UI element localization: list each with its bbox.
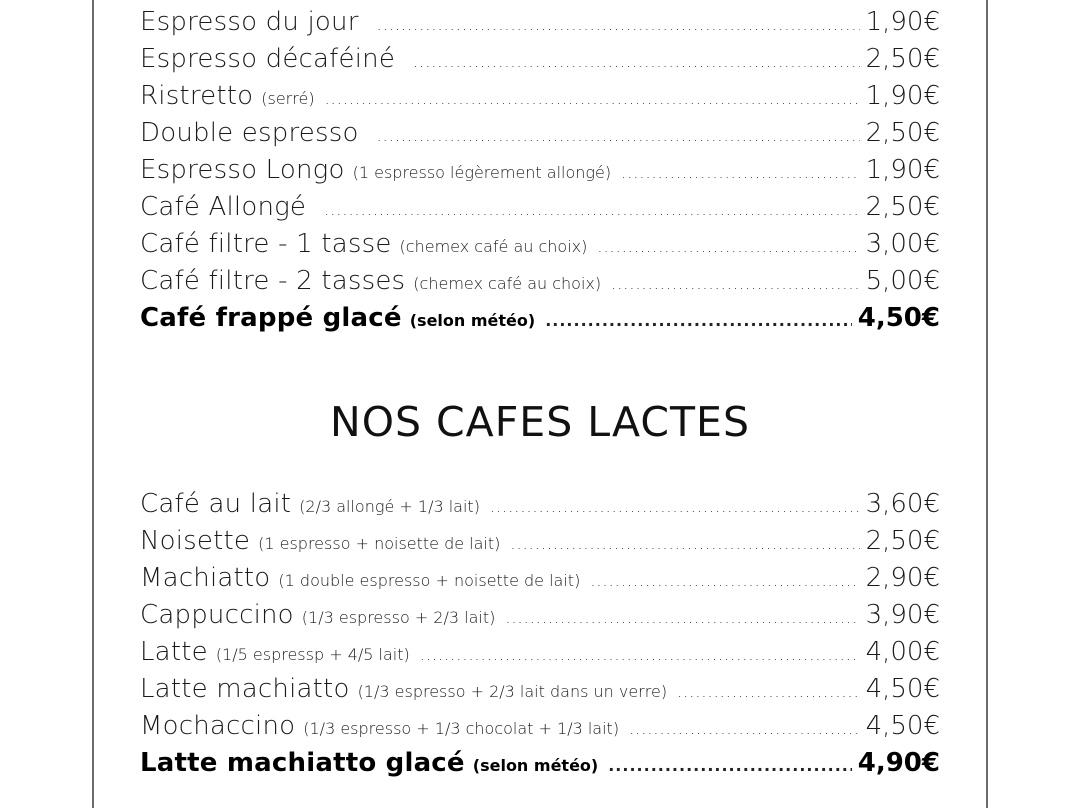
menu-item — [140, 226, 940, 263]
menu-item — [140, 152, 940, 189]
item-price: 4,50€ — [865, 711, 940, 741]
item-note: (1 espresso + noisette de lait) — [258, 534, 501, 553]
menu-item — [140, 189, 940, 226]
item-note: (1/5 espressp + 4/5 lait) — [215, 645, 410, 664]
item-note: (1/3 espresso + 2/3 lait dans un verre) — [357, 682, 668, 701]
item-name: Latte machiatto — [140, 674, 350, 704]
item-price: 2,50€ — [865, 44, 940, 74]
item-name: Double espresso — [140, 118, 359, 148]
menu-item — [140, 671, 940, 708]
item-name: Café filtre - 2 tasses — [140, 266, 406, 296]
item-name: Café filtre - 1 tasse — [140, 229, 392, 259]
dot-leader — [611, 265, 859, 300]
dot-leader — [677, 673, 859, 708]
item-name: Espresso décaféiné — [140, 44, 396, 74]
item-name: Latte — [140, 637, 208, 667]
item-name: Espresso du jour — [140, 7, 359, 37]
item-note: (selon météo) — [409, 311, 536, 330]
menu-item — [140, 634, 940, 671]
item-name: Machiatto — [140, 563, 271, 593]
menu-item — [140, 560, 940, 597]
item-note: (serré) — [261, 89, 315, 108]
espresso-menu-list — [140, 4, 940, 337]
dot-leader — [420, 636, 860, 671]
menu-item — [140, 115, 940, 152]
menu-item-featured — [140, 300, 940, 337]
item-price: 2,50€ — [865, 526, 940, 556]
menu-item — [140, 523, 940, 560]
item-note: (1/3 espresso + 2/3 lait) — [301, 608, 496, 627]
item-note: (1/3 espresso + 1/3 chocolat + 1/3 lait) — [303, 719, 620, 738]
dot-leader — [608, 747, 852, 782]
item-price: 5,00€ — [865, 266, 940, 296]
dot-leader — [597, 228, 859, 263]
item-note: (2/3 allongé + 1/3 lait) — [299, 497, 480, 516]
dot-leader — [545, 302, 852, 337]
item-name: Cappuccino — [140, 600, 294, 630]
item-name: Ristretto — [140, 81, 254, 111]
item-name: Café Allongé — [140, 192, 307, 222]
item-price: 1,90€ — [865, 7, 940, 37]
menu-item — [140, 708, 940, 745]
dot-leader — [377, 117, 860, 152]
menu-item — [140, 486, 940, 523]
item-note: (1 espresso légèrement allongé) — [352, 163, 612, 182]
dot-leader — [413, 43, 860, 78]
dot-leader — [490, 488, 860, 523]
item-price: 2,50€ — [865, 192, 940, 222]
item-name: Café frappé glacé — [140, 303, 402, 333]
item-note: (1 double espresso + noisette de lait) — [278, 571, 581, 590]
item-name: Mochaccino — [140, 711, 296, 741]
menu-item — [140, 41, 940, 78]
item-note: (chemex café au choix) — [399, 237, 588, 256]
item-price: 1,90€ — [865, 81, 940, 111]
item-note: (selon météo) — [472, 756, 599, 775]
item-price: 3,00€ — [865, 229, 940, 259]
menu-item-featured — [140, 745, 940, 782]
item-price: 4,50€ — [857, 303, 940, 333]
menu-item — [140, 263, 940, 300]
dot-leader — [590, 562, 859, 597]
dot-leader — [621, 154, 859, 189]
lactes-menu-list — [140, 486, 940, 782]
item-price: 4,00€ — [865, 637, 940, 667]
item-price: 2,90€ — [865, 563, 940, 593]
dot-leader — [510, 525, 859, 560]
item-price: 3,90€ — [865, 600, 940, 630]
item-price: 4,50€ — [865, 674, 940, 704]
dot-leader — [629, 710, 859, 745]
item-name: Noisette — [140, 526, 251, 556]
item-name: Latte machiatto glacé — [140, 748, 465, 778]
item-name: Café au lait — [140, 489, 292, 519]
menu-item — [140, 597, 940, 634]
item-price: 4,90€ — [857, 748, 940, 778]
item-name: Espresso Longo — [140, 155, 345, 185]
item-price: 1,90€ — [865, 155, 940, 185]
item-note: (chemex café au choix) — [413, 274, 602, 293]
item-price: 3,60€ — [865, 489, 940, 519]
section-title: NOS CAFES LACTES — [330, 398, 750, 446]
menu-item — [140, 4, 940, 41]
menu-item — [140, 78, 940, 115]
dot-leader — [324, 191, 859, 226]
dot-leader — [325, 80, 860, 115]
dot-leader — [505, 599, 859, 634]
dot-leader — [377, 6, 860, 41]
item-price: 2,50€ — [865, 118, 940, 148]
